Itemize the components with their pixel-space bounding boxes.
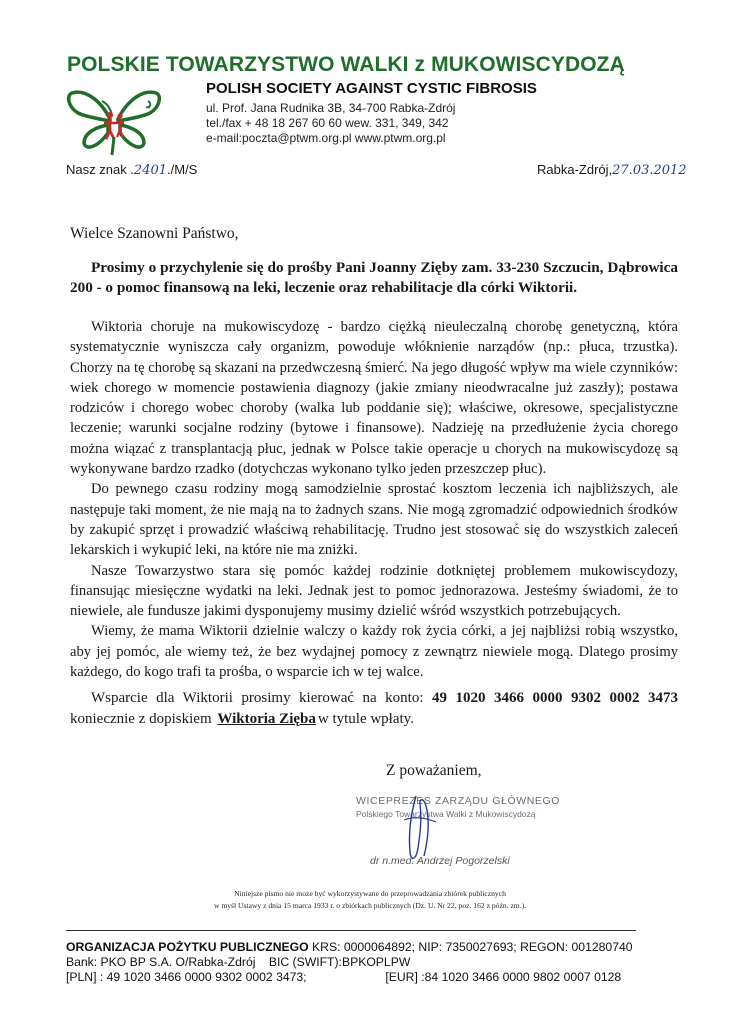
support-suffix: w tytule wpłaty. bbox=[317, 711, 414, 727]
footer-bank-row bbox=[66, 955, 633, 970]
support-mid: koniecznie z dopiskiem bbox=[70, 711, 212, 727]
phone-fax: tel./fax + 48 18 267 60 60 wew. 331, 349, 342 bbox=[206, 116, 449, 130]
organization-name: POLSKIE TOWARZYSTWO WALKI z MUKOWISCYDOZĄ bbox=[67, 53, 625, 76]
stamp-title: WICEPREZES ZARZĄDU GŁÓWNEGO bbox=[356, 795, 561, 807]
krs-number: KRS: 0000064892; bbox=[312, 940, 416, 954]
paragraph-diagnosis: Wiktoria choruje na mukowiscydozę - bardzo ciężką nieuleczalną chorobę genetyczną, która systematycznie wyniszcza cały organizm, powoduje włóknienie narządów (np.: płuca, trzustka). Chorzy na tę chorobę są skazani na przedwczesną śmierć. Na jego długość wpływ ma wiele czynników: wiek chorego w momencie postawienia diagnozy (jakie zmiany nieodwracalne już zaszły); postawa rodziców i chorego wobec choroby (walka lub poddanie się); właściwe, okresowe, specjalistyczne leczenie; warunki socjalne rodziny (bytowe i finansowe). Nadzieję na przedłużenie życia chorego można wiązać z transplantacją płuc, jednak w Polsce takie operacje u chorych na mukowiscydozę są wykonywane bardzo rzadko (dotychczas wykonano tylko jeden przeszczep płuc). bbox=[70, 319, 678, 478]
legal-notice-line-2: w myśl Ustawy z dnia 15 marca 1933 r. o zbiórkach publicznych (Dz. U. Nr 22, poz. 162 z późn. zm.). bbox=[213, 901, 527, 910]
regon-number: REGON: 001280740 bbox=[520, 940, 633, 954]
opp-label: ORGANIZACJA POŻYTKU PUBLICZNEGO bbox=[66, 940, 309, 954]
footer bbox=[66, 940, 633, 985]
reference-number bbox=[66, 162, 197, 178]
transfer-title-name: Wiktoria Zięba bbox=[217, 711, 316, 727]
support-prefix: Wsparcie dla Wiktorii prosimy kierować na konto: bbox=[91, 690, 424, 706]
paragraph-appeal: Wiemy, że mama Wiktorii dzielnie walczy o każdy rok życia córki, a jej najbliżsi robią wszystko, aby jej pomóc, ale wiemy też, że bez wydajnej pomocy z zewnątrz niewiele mogą. Dlatego prosimy każdego, do kogo trafi ta prośba, o wsparcie ich w tej walce. bbox=[70, 623, 678, 681]
footer-accounts-row bbox=[66, 970, 633, 985]
request-heading: Prosimy o przychylenie się do prośby Pani Joanny Zięby zam. 33-230 Szczucin, Dąbrowica 200 - o pomoc finansową na leki, leczenie oraz rehabilitacje dla córki Wiktorii. bbox=[70, 259, 678, 296]
paragraph-society: Nasze Towarzystwo stara się pomóc każdej rodzinie dotkniętej problemem mukowiscydozy, finansując miesięczne wydatki na leki. Jednak jest to pomoc jednorazowa. Jesteśmy świadomi, że to niewiele, ale fundusze jakimi dysponujemy musimy dzielić wśród wszystkich potrzebujących. bbox=[70, 562, 678, 620]
address: ul. Prof. Jana Rudnika 3B, 34-700 Rabka-Zdrój bbox=[206, 101, 456, 115]
reference-suffix: ./M/S bbox=[167, 162, 198, 177]
bank-account-number: 49 1020 3466 0000 9302 0002 3473 bbox=[432, 690, 678, 706]
legal-notice bbox=[160, 888, 580, 912]
butterfly-logo-icon bbox=[66, 85, 162, 157]
legal-notice-line-1: Niniejsze pismo nie może być wykorzystywane do przeprowadzania zbiórek publicznych bbox=[234, 889, 506, 898]
bank-name: Bank: PKO BP S.A. O/Rabka-Zdrój bbox=[66, 955, 256, 969]
nip-number: NIP: 7350027693; bbox=[418, 940, 517, 954]
paragraph-costs: Do pewnego czasu rodziny mogą samodzielnie sprostać kosztom leczenia ich najbliższych, ale następuje taki moment, że nie mają na to żadnych szans. Nie mogą zgromadzić odpowiednich środków by zakupić sprzęt i prowadzić właściwą rehabilitację. Trudno jest stosować się do wszystkich zaleceń lekarskich i wykupić leki, na które nie ma zniżki. bbox=[70, 481, 678, 559]
email-website: e-mail:poczta@ptwm.org.pl www.ptwm.org.pl bbox=[206, 131, 446, 145]
signer-name: dr n.med. Andrzej Pogorzelski bbox=[370, 855, 510, 867]
pln-account: [PLN] : 49 1020 3466 0000 9302 0002 3473; bbox=[66, 970, 307, 984]
date bbox=[537, 162, 687, 178]
footer-registration-row bbox=[66, 940, 633, 955]
stamp-organization: Polskiego Towarzystwa Walki z Mukowiscydozą bbox=[356, 809, 536, 819]
footer-divider bbox=[66, 930, 636, 931]
swift-code: BIC (SWIFT):BPKOPLPW bbox=[268, 955, 411, 969]
letter-body bbox=[70, 317, 678, 682]
reference-handwritten-number: 2401 bbox=[133, 163, 168, 178]
date-handwritten-value: 27.03.2012 bbox=[612, 163, 687, 178]
organization-name-english: POLISH SOCIETY AGAINST CYSTIC FIBROSIS bbox=[206, 80, 537, 97]
reference-prefix: Nasz znak . bbox=[66, 162, 134, 177]
salutation: Wielce Szanowni Państwo, bbox=[70, 225, 239, 242]
closing: Z poważaniem, bbox=[386, 762, 482, 779]
date-place: Rabka-Zdrój, bbox=[537, 162, 613, 177]
eur-account: [EUR] :84 1020 3466 0000 9802 0007 0128 bbox=[385, 970, 622, 984]
support-instructions bbox=[70, 688, 678, 730]
